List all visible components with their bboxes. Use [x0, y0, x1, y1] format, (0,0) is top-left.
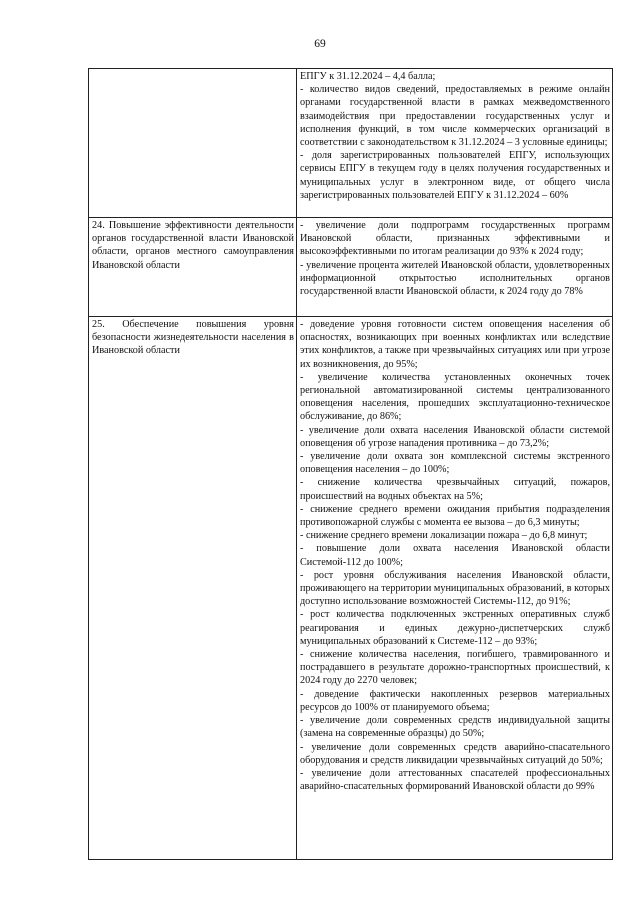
- indicator-item: ЕПГУ к 31.12.2024 – 4,4 балла;: [300, 71, 436, 82]
- indicator-item: - доля зарегистрированных пользователей ЕПГУ, использующих сервисы ЕПГУ в текущем году в целях получения государственных и муниципальных услуг в электронном виде, от общего числа зарегистрированных пользователей ЕПГУ к 31.12.2024 – 60%: [300, 150, 610, 201]
- page-number: 69: [314, 38, 326, 50]
- indicator-item: - рост уровня обслуживания населения Ивановской области, проживающего на территории муниципальных образований, в которых доступно использование возможностей Системы-112, до 91%;: [300, 569, 610, 608]
- indicator-item: - увеличение доли современных средств аварийно-спасательного оборудования и средств ликвидации чрезвычайных ситуаций до 50%;: [300, 741, 610, 766]
- indicator-item: - снижение количества чрезвычайных ситуаций, пожаров, происшествий на водных объектах на 5%;: [300, 477, 610, 502]
- indicators-cell: [297, 218, 613, 317]
- indicators-table: [88, 68, 613, 860]
- indicator-item: - увеличение доли современных средств индивидуальной защиты (замена на современные образцы) до 50%;: [300, 715, 610, 740]
- table-row: [89, 69, 613, 218]
- goal-cell: [89, 69, 297, 218]
- indicator-item: - снижение среднего времени локализации пожара – до 6,8 минут;: [300, 530, 588, 542]
- indicators-cell: [297, 69, 613, 218]
- goal-cell: 24. Повышение эффективности деятельности органов государственной власти Ивановской области, органов местного самоуправления Ивановской области: [89, 218, 297, 317]
- goal-cell: 25. Обеспечение повышения уровня безопасности жизнедеятельности населения в Ивановской области: [89, 317, 297, 860]
- indicator-item: - повышение доли охвата населения Ивановской области Системой-112 до 100%;: [300, 543, 610, 568]
- indicator-item: - увеличение доли охвата зон комплексной системы экстренного оповещения населения – до 100%;: [300, 451, 610, 476]
- indicators-cell: [297, 317, 613, 860]
- indicator-item: - доведение уровня готовности систем оповещения населения об опасностях, возникающих при военных конфликтах или вследствие этих конфликтов, а также при чрезвычайных ситуациях или при угрозе их возникновения, до 95%;: [300, 319, 610, 370]
- indicator-item: - снижение среднего времени ожидания прибытия подразделения противопожарной службы с момента ее вызова – до 6,3 минуты;: [300, 503, 610, 529]
- table-row: [89, 218, 613, 317]
- indicator-item: - увеличение количества установленных оконечных точек региональной автоматизированной системы централизованного оповещения населения, прошедших эксплуатационно-техническое обслуживание, до 86%;: [300, 371, 610, 423]
- indicator-item: - увеличение доли подпрограмм государственных программ Ивановской области, признанных эффективными и высокоэффективными по итогам реализации до 93% к 2024 году;: [300, 220, 610, 258]
- indicator-item: - доведение фактически накопленных резервов материальных ресурсов до 100% от планируемого объема;: [300, 688, 610, 713]
- indicator-item: - количество видов сведений, предоставляемых в режиме онлайн органами государственной власти в рамках межведомственного взаимодействия при предоставлении государственных услуг и исполнения функций, в том числе коммерческих организаций в соответствии с законодательством к 31.12.2024 – 3 условные единицы;: [300, 84, 610, 149]
- indicator-item: - снижение количества населения, погибшего, травмированного и пострадавшего в результате дорожно-транспортных происшествий, к 2024 году до 2270 человек;: [300, 649, 610, 687]
- table-row: [89, 317, 613, 860]
- indicator-item: - рост количества подключенных экстренных оперативных служб реагирования и единых дежурно-диспетчерских служб муниципальных образований к Системе-112 – до 93%;: [300, 609, 610, 647]
- indicator-item: - увеличение доли охвата населения Ивановской области системой оповещения об угрозе нападения противника – до 73,2%;: [300, 424, 610, 449]
- indicator-item: - увеличение процента жителей Ивановской области, удовлетворенных информационной открытостью исполнительных органов государственной власти Ивановской области, к 2024 году до 78%: [300, 259, 610, 298]
- indicator-item: - увеличение доли аттестованных спасателей профессиональных аварийно-спасательных формирований Ивановской области до 99%: [300, 767, 610, 793]
